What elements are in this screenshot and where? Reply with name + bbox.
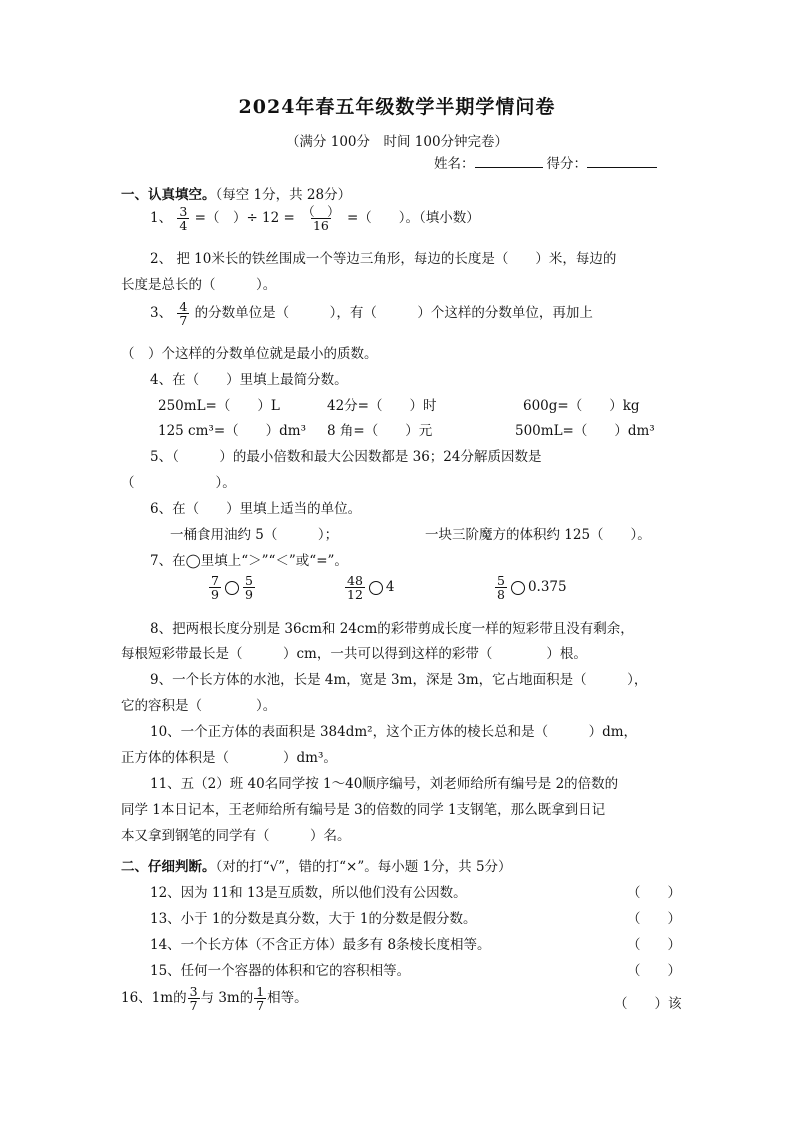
name-field[interactable] — [475, 155, 543, 168]
question-2-line2: 长度是总长的（ ）。 — [121, 277, 277, 293]
page-title: 2024年春五年级数学半期学情问卷 — [238, 96, 556, 118]
judge-answer-box[interactable]: （ ） — [627, 937, 681, 953]
score-field[interactable] — [587, 155, 657, 168]
score-label: 得分： — [546, 156, 587, 172]
q7-compare-2: $\frac{48}{12}$ 4 — [347, 573, 395, 603]
q4-item: 500mL=（ ）dm³ — [515, 423, 655, 439]
compare-circle[interactable] — [369, 581, 383, 595]
q4-item: 600g=（ ）kg — [523, 398, 640, 414]
judge-question-15: 15、任何一个容器的体积和它的容积相等。 — [150, 963, 411, 979]
question-11-line3: 本又拿到钢笔的同学有（ ）名。 — [121, 828, 351, 844]
question-3-line2: （ ）个这样的分数单位就是最小的质数。 — [121, 346, 378, 362]
compare-circle[interactable] — [511, 581, 525, 595]
name-label: 姓名： — [434, 156, 475, 172]
q7-compare-3: $\frac{5}{8}$ 0.375 — [497, 573, 567, 603]
judge-question-13: 13、小于 1的分数是真分数，大于 1的分数是假分数。 — [150, 911, 477, 927]
question-11-line1: 11、五（2）班 40名同学按 1～40顺序编号，刘老师给所有编号是 2的倍数的 — [150, 776, 619, 792]
question-8-line2: 每根短彩带最长是（ ）cm，一共可以得到这样的彩带（ ）根。 — [121, 646, 587, 662]
q4-item: 125 cm³=（ ）dm³ — [158, 423, 306, 439]
question-10-line1: 10、一个正方体的表面积是 384dm²，这个正方体的棱长总和是（ ）dm， — [150, 724, 638, 740]
question-6-head: 6、在（ ）里填上适当的单位。 — [150, 501, 362, 517]
q7-compare-1 — [208, 574, 256, 601]
fraction: $\frac{( )}{16}$ — [302, 204, 340, 234]
q6-item-1: 一桶食用油约 5（ ）； — [170, 527, 339, 543]
judge-answer-box[interactable]: （ ）该 — [614, 996, 682, 1012]
section2-heading: 二、仔细判断。（对的打“√”，错的打“×”。每小题 1分，共 5分） — [121, 859, 512, 875]
q4-item: 42分=（ ）时 — [327, 398, 437, 414]
question-1: 1、 $\frac{3}{4}$ =（ ）÷ 12 = $\frac{( )}{16}$ =（ ）。（填小数） — [150, 204, 480, 234]
question-9-line1: 9、一个长方体的水池，长是 4m，宽是 3m，深是 3m，它占地面积是（ ）， — [150, 672, 648, 688]
judge-answer-box[interactable]: （ ） — [627, 885, 681, 901]
fraction: $\frac{4}{7}$ — [179, 299, 188, 329]
fraction: $\frac{5}{8}$ — [497, 573, 505, 603]
judge-answer-box[interactable]: （ ） — [627, 963, 681, 979]
question-5-line2: （ ）。 — [121, 475, 236, 491]
question-4-head: 4、在（ ）里填上最简分数。 — [150, 372, 348, 388]
compare-circle[interactable] — [225, 581, 239, 595]
student-info — [434, 152, 657, 172]
question-2-line1: 2、 把 10米长的铁丝围成一个等边三角形，每边的长度是（ ）米，每边的 — [150, 251, 617, 267]
judge-question-14: 14、一个长方体（不含正方体）最多有 8条棱长度相等。 — [150, 937, 491, 953]
judge-question-12: 12、因为 11和 13是互质数，所以他们没有公因数。 — [150, 885, 467, 901]
fraction: $\frac{5}{9}$ — [244, 573, 253, 603]
fraction: $\frac{48}{12}$ — [347, 573, 363, 603]
q4-item: 8 角=（ ）元 — [327, 423, 433, 439]
question-5-line1: 5、（ ）的最小倍数和最大公因数都是 36；24分解质因数是 — [150, 449, 542, 465]
question-7-head: 7、在◯里填上“＞”“＜”或“=”。 — [150, 553, 348, 569]
page-subtitle: （满分 100分 时间 100分钟完卷） — [285, 134, 509, 150]
fraction: $\frac{1}{7}$ — [256, 984, 265, 1014]
question-9-line2: 它的容积是（ ）。 — [121, 698, 277, 714]
fraction: $\frac{3}{4}$ — [179, 204, 188, 234]
q4-item: 250mL=（ ）L — [158, 398, 280, 414]
judge-question-16: 16、1m的 $\frac{3}{7}$ 与 3m的 $\frac{1}{7}$ 相等。 — [121, 984, 308, 1014]
question-11-line2: 同学 1本日记本，王老师给所有编号是 3的倍数的同学 1支钢笔，那么既拿到日记 — [121, 802, 606, 818]
q6-item-2: 一块三阶魔方的体积约 125（ ）。 — [425, 527, 651, 543]
question-10-line2: 正方体的体积是（ ）dm³。 — [121, 750, 337, 766]
fraction: $\frac{3}{7}$ — [189, 984, 198, 1014]
judge-answer-box[interactable]: （ ） — [627, 911, 681, 927]
question-8-line1: 8、把两根长度分别是 36cm和 24cm的彩带剪成长度一样的短彩带且没有剩余， — [150, 621, 634, 637]
fraction: $\frac{7}{9}$ — [211, 573, 219, 603]
question-3-line1: 3、 $\frac{4}{7}$ 的分数单位是（ ），有（ ）个这样的分数单位，再加上 — [150, 299, 593, 329]
section1-heading: 一、认真填空。（每空 1分，共 28分） — [121, 187, 352, 203]
